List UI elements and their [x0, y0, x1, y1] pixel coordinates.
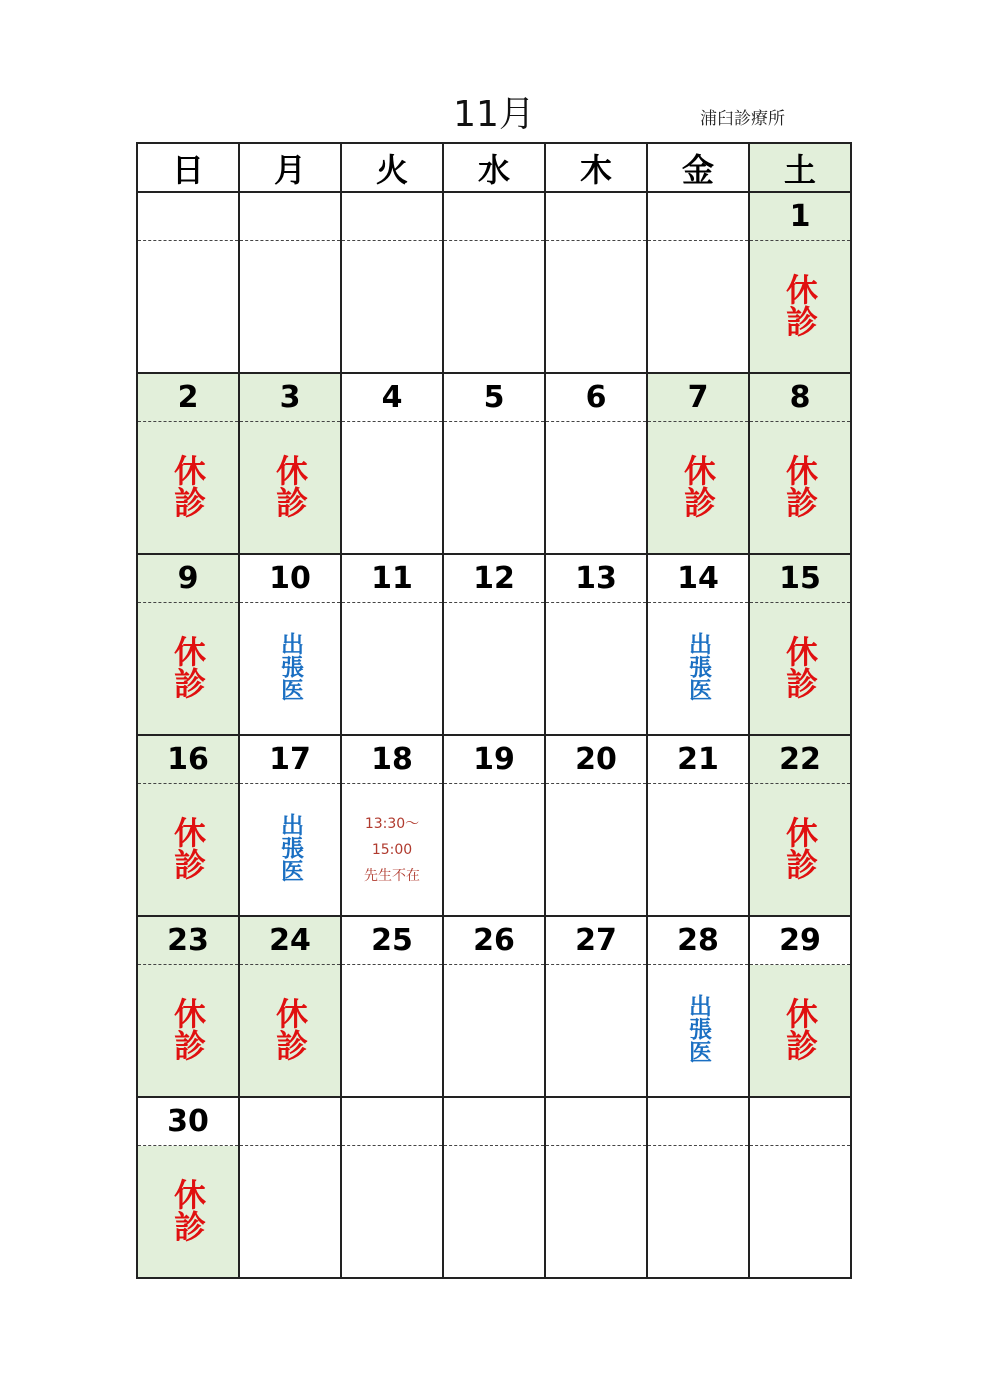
date-cell: [647, 1097, 749, 1146]
status-cell: [443, 965, 545, 1098]
status-cell: [443, 1146, 545, 1279]
status-cell: [341, 603, 443, 736]
status-cell: [341, 422, 443, 555]
status-cell: [137, 422, 239, 555]
status-cell: [545, 422, 647, 555]
status-cell: [647, 241, 749, 374]
status-cell: [239, 784, 341, 917]
visiting-doctor-label: 出張医: [277, 813, 303, 882]
date-cell: 25: [341, 916, 443, 965]
status-cell: [137, 1146, 239, 1279]
date-cell: 8: [749, 373, 851, 422]
date-cell: 29: [749, 916, 851, 965]
date-cell: [137, 192, 239, 241]
status-cell: [239, 603, 341, 736]
month-title: 11月: [453, 94, 535, 135]
status-cell: [545, 784, 647, 917]
status-cell: [341, 965, 443, 1098]
weekday-sun: 日: [137, 143, 239, 192]
weekday-mon: 月: [239, 143, 341, 192]
weekday-fri: 金: [647, 143, 749, 192]
date-cell: 10: [239, 554, 341, 603]
closed-label: 休診: [781, 272, 819, 337]
note-line-2: 15:00: [371, 841, 413, 858]
date-cell: [239, 192, 341, 241]
closed-label: 休診: [271, 996, 309, 1061]
date-cell: 19: [443, 735, 545, 784]
date-cell: 28: [647, 916, 749, 965]
date-cell: 27: [545, 916, 647, 965]
week-4-status: [137, 784, 851, 917]
week-5-status: [137, 965, 851, 1098]
status-cell: [137, 965, 239, 1098]
week-4-dates: [137, 735, 851, 784]
status-cell: [545, 603, 647, 736]
date-cell: 12: [443, 554, 545, 603]
closed-label: 休診: [169, 453, 207, 518]
visiting-doctor-label: 出張医: [685, 994, 711, 1063]
status-cell: [647, 784, 749, 917]
date-cell: 26: [443, 916, 545, 965]
status-cell: [443, 603, 545, 736]
week-1-dates: [137, 192, 851, 241]
date-cell: [443, 192, 545, 241]
visiting-doctor-label: 出張医: [685, 632, 711, 701]
status-cell: [137, 241, 239, 374]
closed-label: 休診: [781, 996, 819, 1061]
week-2-dates: [137, 373, 851, 422]
visiting-doctor-label: 出張医: [277, 632, 303, 701]
status-cell: [341, 784, 443, 917]
date-cell: 4: [341, 373, 443, 422]
closed-label: 休診: [781, 634, 819, 699]
status-cell: [443, 422, 545, 555]
weekday-wed: 水: [443, 143, 545, 192]
week-2-status: [137, 422, 851, 555]
date-cell: [341, 192, 443, 241]
date-cell: [749, 1097, 851, 1146]
closed-label: 休診: [169, 996, 207, 1061]
date-cell: [341, 1097, 443, 1146]
date-cell: 14: [647, 554, 749, 603]
status-cell: [545, 241, 647, 374]
closed-label: 休診: [169, 634, 207, 699]
date-cell: 11: [341, 554, 443, 603]
status-cell: [749, 1146, 851, 1279]
weekday-header: [137, 143, 851, 192]
date-cell: 24: [239, 916, 341, 965]
status-cell: [647, 1146, 749, 1279]
closed-label: 休診: [169, 815, 207, 880]
calendar-grid: [136, 142, 852, 1279]
week-3-dates: [137, 554, 851, 603]
date-cell: [545, 1097, 647, 1146]
status-cell: [749, 965, 851, 1098]
week-3-status: [137, 603, 851, 736]
status-cell: [443, 241, 545, 374]
date-cell: [545, 192, 647, 241]
date-cell: 21: [647, 735, 749, 784]
date-cell: 13: [545, 554, 647, 603]
date-cell: 3: [239, 373, 341, 422]
status-cell: [749, 784, 851, 917]
week-6-dates: [137, 1097, 851, 1146]
date-cell: 23: [137, 916, 239, 965]
note-line-1: 13:30～: [364, 815, 420, 832]
weekday-tue: 火: [341, 143, 443, 192]
closed-label: 休診: [679, 453, 717, 518]
status-cell: [443, 784, 545, 917]
date-cell: 7: [647, 373, 749, 422]
date-cell: 5: [443, 373, 545, 422]
date-cell: 22: [749, 735, 851, 784]
date-cell: 1: [749, 192, 851, 241]
date-cell: [647, 192, 749, 241]
status-cell: [239, 241, 341, 374]
date-cell: 2: [137, 373, 239, 422]
status-cell: [341, 241, 443, 374]
status-cell: [239, 422, 341, 555]
status-cell: [545, 965, 647, 1098]
clinic-name: 浦臼診療所: [700, 109, 785, 129]
status-cell: [749, 422, 851, 555]
date-cell: [239, 1097, 341, 1146]
status-cell: [647, 965, 749, 1098]
date-cell: 9: [137, 554, 239, 603]
status-cell: [239, 965, 341, 1098]
date-cell: 20: [545, 735, 647, 784]
week-6-status: [137, 1146, 851, 1279]
note-line-3: 先生不在: [364, 867, 420, 884]
closed-label: 休診: [781, 815, 819, 880]
status-cell: [239, 1146, 341, 1279]
closed-label: 休診: [169, 1177, 207, 1242]
date-cell: [443, 1097, 545, 1146]
status-cell: [341, 1146, 443, 1279]
status-cell: [749, 241, 851, 374]
date-cell: 18: [341, 735, 443, 784]
date-cell: 16: [137, 735, 239, 784]
status-cell: [647, 603, 749, 736]
weekday-thu: 木: [545, 143, 647, 192]
status-cell: [545, 1146, 647, 1279]
closed-label: 休診: [271, 453, 309, 518]
date-cell: 6: [545, 373, 647, 422]
status-cell: [137, 784, 239, 917]
status-cell: [749, 603, 851, 736]
weekday-sat: 土: [749, 143, 851, 192]
week-1-status: [137, 241, 851, 374]
closed-label: 休診: [781, 453, 819, 518]
status-cell: [137, 603, 239, 736]
week-5-dates: [137, 916, 851, 965]
status-cell: [647, 422, 749, 555]
date-cell: 30: [137, 1097, 239, 1146]
date-cell: 15: [749, 554, 851, 603]
date-cell: 17: [239, 735, 341, 784]
